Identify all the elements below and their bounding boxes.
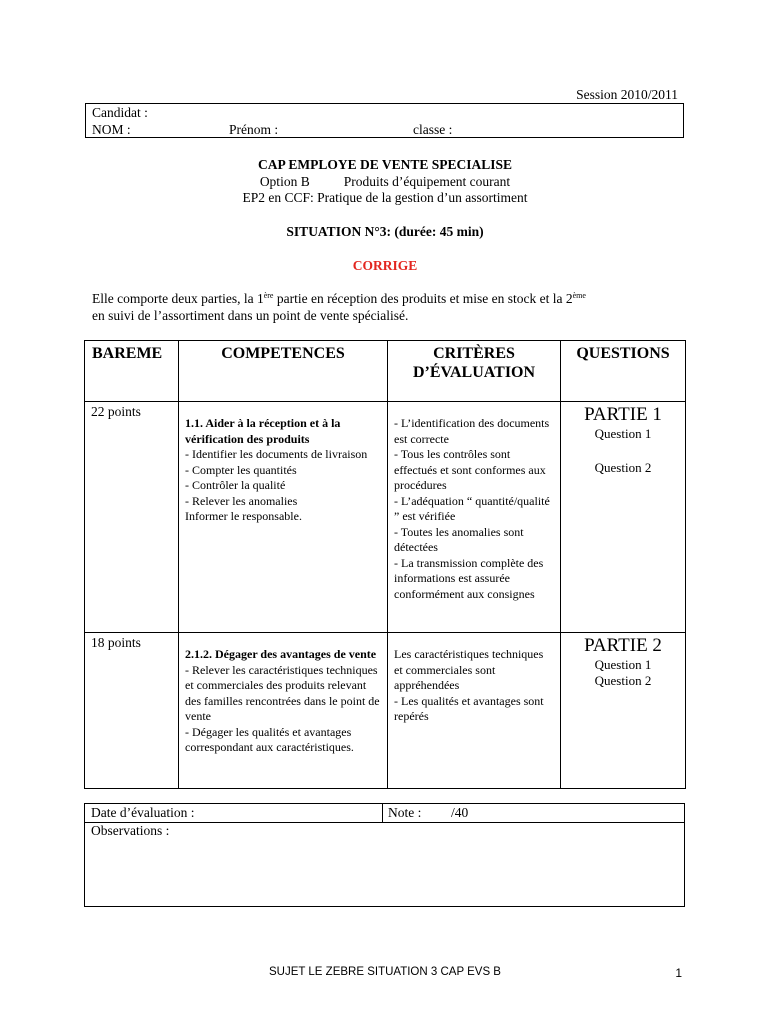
competence-line: - Contrôler la qualité [185,478,286,492]
question-label: Question 2 [594,460,652,475]
situation-title: SITUATION N°3: (durée: 45 min) [286,224,484,239]
criteria-line: - L’adéquation “ quantité/qualité ” est vérifiée [394,493,550,523]
exam-option [85,174,685,190]
page-footer: SUJET LE ZEBRE SITUATION 3 CAP EVS B [269,966,501,978]
criteria-line: - Toutes les anomalies sont détectées [394,524,524,554]
competence-line: - Relever les anomalies [185,493,298,508]
competence-line: Informer le responsable. [185,509,302,523]
points-cell: 18 points [85,633,179,789]
session-label: Session 2010/2011 [576,87,678,102]
intro-sup-1: ère [263,291,274,300]
intro-text-3: en suivi de l’assortiment dans un point de vente spécialisé. [92,308,409,323]
note-label: Note : [388,805,422,820]
questions-cell [561,633,686,789]
criteria-line: - L’identification des documents est correcte [394,416,550,446]
table-row [85,402,686,633]
question-label: Question 2 [594,673,652,688]
intro-sup-2: ème [572,291,586,300]
part-title: PARTIE 1 [584,404,662,425]
competence-title: 2.1.2. Dégager des avantages de vente [185,647,377,661]
question-label: Question 1 [594,657,652,672]
competence-title: 1.1. Aider à la réception et à la vérification des produits [185,416,341,446]
evaluation-box [84,803,685,907]
question-label: Question 1 [594,426,652,441]
classe-label: classe : [413,122,453,137]
header-criteres-line1: CRITÈRES [433,345,515,362]
header-competences: COMPETENCES [179,341,388,402]
competence-line: - Identifier les documents de livraison [185,447,368,461]
observations-label: Observations : [91,823,170,838]
candidate-box [85,103,684,138]
header-criteres [388,341,561,402]
criteria-line: Les caractéristiques techniques et commerciales sont appréhendées [394,647,544,692]
criteria-line: - Les qualités et avantages sont repérés [394,693,544,723]
competence-cell [179,402,388,633]
competence-line: - Dégager les qualités et avantages correspondant aux caractéristiques. [185,724,354,754]
criteria-line: - La transmission complète des informations est assurée conformément aux consignes [394,555,544,601]
competence-line: - Compter les quantités [185,462,297,477]
header-criteres-line2: D’ÉVALUATION [412,364,536,381]
corrige-label: CORRIGE [352,258,418,273]
criteria-line: - Tous les contrôles sont effectués et sont conformes aux procédures [394,447,546,492]
intro-text-1: Elle comporte deux parties, la 1 [92,291,264,306]
prenom-label: Prénom : [229,122,279,137]
intro-paragraph [92,290,692,324]
exam-title: CAP EMPLOYE DE VENTE SPECIALISE [257,157,513,172]
evaluation-header-row [85,804,684,823]
table-row [85,633,686,789]
points-cell: 22 points [85,402,179,633]
divider [382,804,383,822]
option-label: Option B [259,174,310,189]
criteria-cell [388,402,561,633]
evaluation-grid-table [84,340,686,789]
exam-subtitle: EP2 en CCF: Pratique de la gestion d’un assortiment [242,190,528,205]
part-title: PARTIE 2 [584,635,662,656]
competence-cell [179,633,388,789]
candidate-label: Candidat : [92,105,148,120]
criteria-cell [388,633,561,789]
note-score: /40 [451,805,469,820]
intro-text-2: partie en réception des produits et mise en stock et la 2 [273,291,573,306]
nom-label: NOM : [92,122,131,137]
table-header-row [85,341,686,402]
page-number: 1 [675,966,682,980]
competence-line: - Relever les caractéristiques techniques et commerciales des produits relevant des familles rencontrées dans le point de vente [185,662,380,723]
header-questions: QUESTIONS [561,341,686,402]
header-bareme: BAREME [85,341,179,402]
option-description: Produits d’équipement courant [343,174,511,189]
questions-cell [561,402,686,633]
evaluation-date-label: Date d’évaluation : [91,805,195,820]
